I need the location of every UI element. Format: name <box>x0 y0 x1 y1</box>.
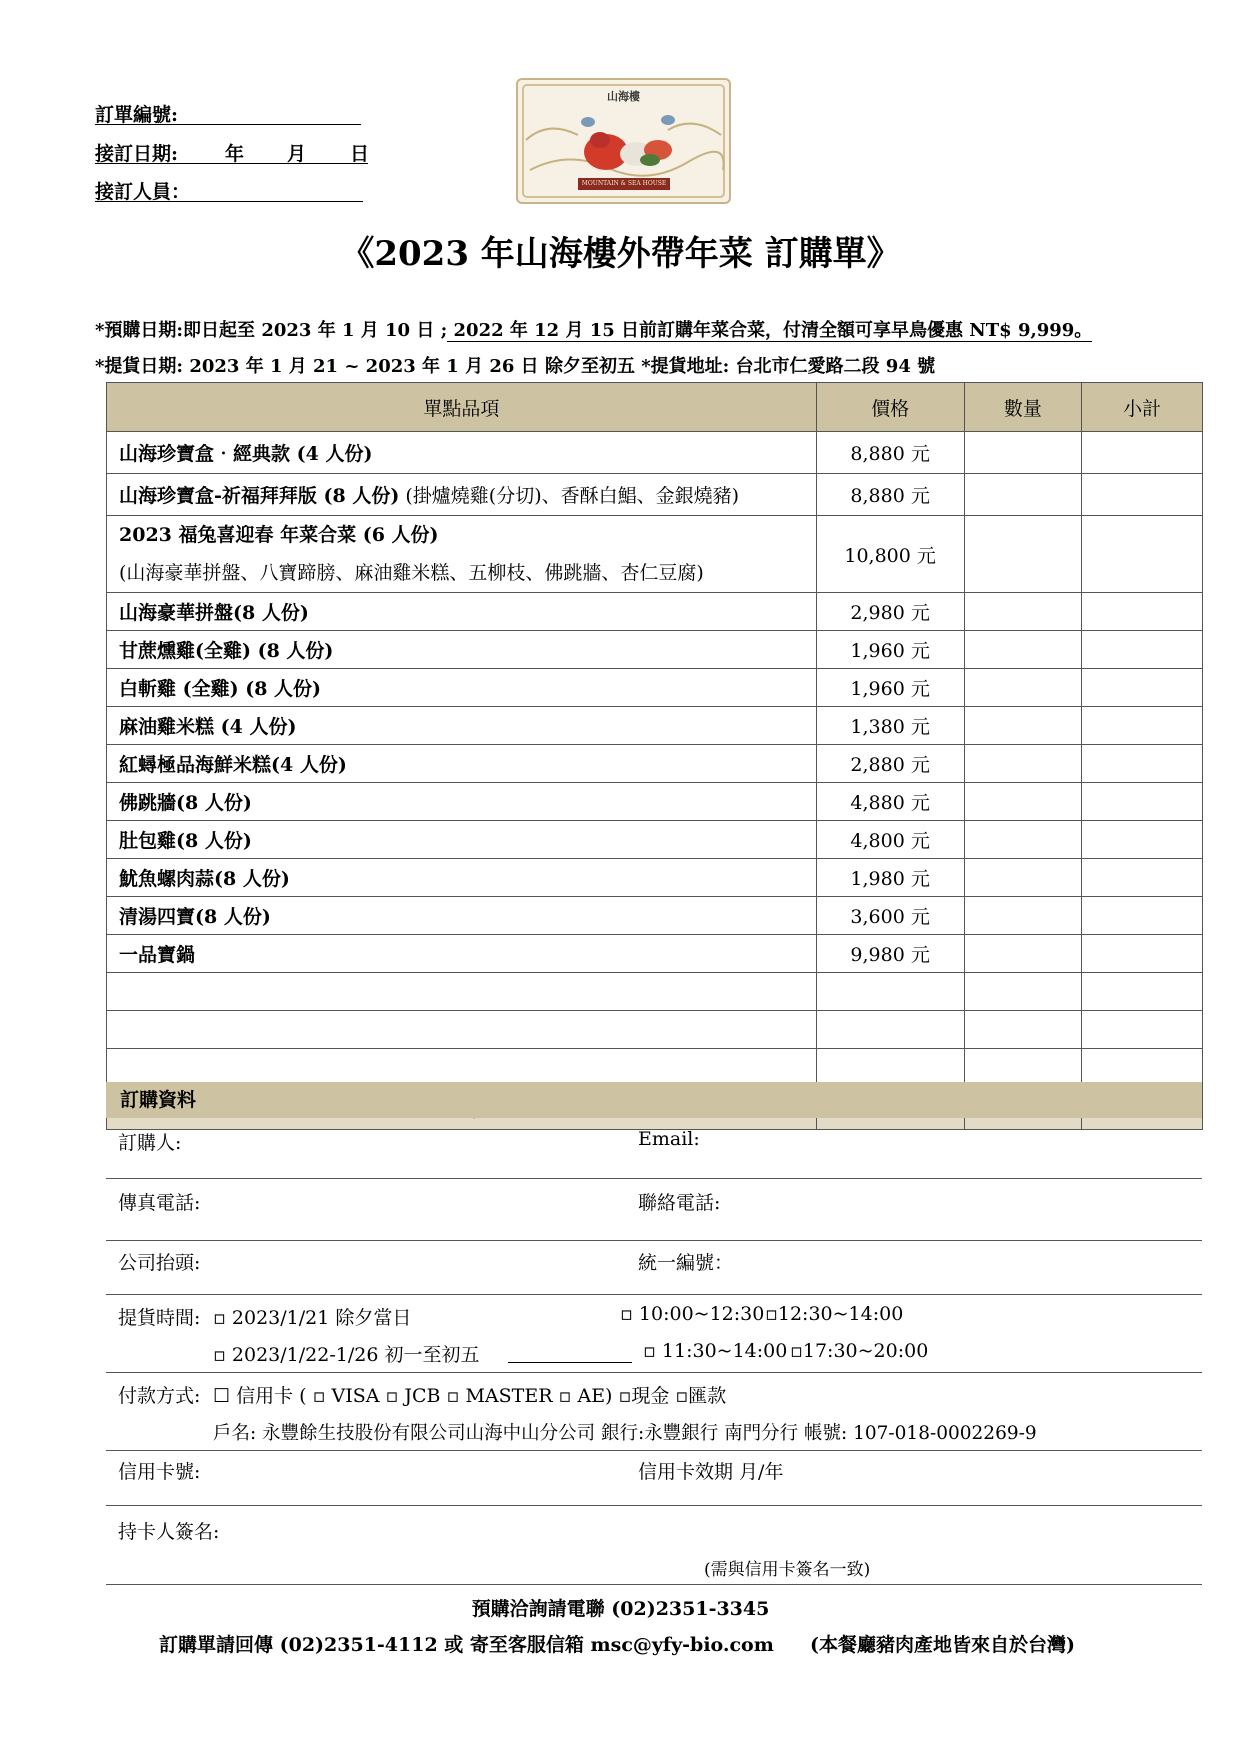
order-date-day: 日 <box>350 143 370 165</box>
qty-cell[interactable] <box>964 707 1082 745</box>
table-row <box>107 631 1203 669</box>
subtotal-cell[interactable] <box>1082 935 1203 973</box>
item-price <box>816 973 964 1011</box>
header-subtotal: 小計 <box>1082 383 1203 432</box>
subtotal-cell[interactable] <box>1082 1049 1203 1087</box>
item-name-main: 2023 福兔喜迎春 年菜合菜 (6 人份) <box>119 524 439 546</box>
divider <box>106 1372 1202 1373</box>
divider <box>106 1178 1202 1179</box>
order-number-line <box>95 124 361 125</box>
item-price: 1,960 元 <box>816 631 964 669</box>
pickup-slot-1130-1400[interactable]: ▫ 11:30~14:00 <box>643 1340 788 1362</box>
item-name: 清湯四寶(8 人份) <box>107 897 817 935</box>
table-row <box>107 859 1203 897</box>
preorder-note <box>95 316 1092 342</box>
pickup-slot-1730-2000[interactable]: ▫17:30~20:00 <box>790 1340 929 1362</box>
item-price <box>816 1049 964 1087</box>
email-label: Email: <box>638 1128 700 1150</box>
item-detail: (掛爐燒雞(分切)、香酥白鯧、金銀燒豬) <box>399 485 740 507</box>
qty-cell[interactable] <box>964 745 1082 783</box>
subtotal-cell[interactable] <box>1082 897 1203 935</box>
header-item: 單點品項 <box>107 383 817 432</box>
item-price: 1,980 元 <box>816 859 964 897</box>
item-name <box>107 474 817 516</box>
qty-cell[interactable] <box>964 783 1082 821</box>
item-price: 2,980 元 <box>816 593 964 631</box>
qty-cell[interactable] <box>964 631 1082 669</box>
pickup-slot-1000-1230[interactable]: ▫ 10:00~12:30 <box>620 1303 765 1325</box>
item-name: 魷魚螺肉蒜(8 人份) <box>107 859 817 897</box>
subtotal-cell[interactable] <box>1082 631 1203 669</box>
table-row <box>107 669 1203 707</box>
subtotal-cell[interactable] <box>1082 516 1203 593</box>
item-name <box>107 973 817 1011</box>
qty-cell[interactable] <box>964 669 1082 707</box>
table-row <box>107 897 1203 935</box>
staff-label: 接訂人員： <box>95 181 191 203</box>
item-name <box>107 1011 817 1049</box>
bank-info: 戶名: 永豐餘生技股份有限公司山海中山分公司 銀行:永豐銀行 南門分行 帳號: 107-018-0002269-9 <box>213 1423 1037 1444</box>
pickup-option-new-year-eve[interactable]: ▫ 2023/1/21 除夕當日 <box>213 1307 412 1329</box>
item-price: 4,880 元 <box>816 783 964 821</box>
table-row <box>107 474 1203 516</box>
order-info-header: 訂購資料 <box>106 1082 1202 1118</box>
table-row <box>107 745 1203 783</box>
buyer-label: 訂購人: <box>118 1132 182 1154</box>
item-name: 肚包雞(8 人份) <box>107 821 817 859</box>
divider <box>106 1584 1202 1585</box>
qty-cell[interactable] <box>964 474 1082 516</box>
pork-origin-note: (本餐廳豬肉產地皆來自於台灣) <box>810 1634 1075 1656</box>
pickup-option-day1-5[interactable]: ▫ 2023/1/22-1/26 初一至初五 <box>213 1344 480 1366</box>
table-row <box>107 783 1203 821</box>
pickup-note: *提貨日期: 2023 年 1 月 21 ~ 2023 年 1 月 26 日 除夕至初五 *提貨地址: 台北市仁愛路二段 94 號 <box>95 356 936 377</box>
item-name: 山海豪華拼盤(8 人份) <box>107 593 817 631</box>
item-name <box>107 516 817 593</box>
divider <box>106 1294 1202 1295</box>
signature-note: (需與信用卡簽名一致) <box>704 1560 871 1580</box>
qty-cell[interactable] <box>964 432 1082 474</box>
inquiry-phone: 預購洽詢請電聯 (02)2351-3345 <box>471 1598 770 1620</box>
subtotal-cell[interactable] <box>1082 707 1203 745</box>
order-number-label: 訂單編號: <box>95 104 179 126</box>
phone-label: 聯絡電話: <box>638 1192 721 1214</box>
qty-cell[interactable] <box>964 897 1082 935</box>
order-date-year: 年 <box>225 143 245 165</box>
item-name: 山海珍寶盒‧經典款 (4 人份) <box>107 432 817 474</box>
qty-cell[interactable] <box>964 516 1082 593</box>
subtotal-cell[interactable] <box>1082 745 1203 783</box>
table-row <box>107 821 1203 859</box>
early-bird-note: 2022 年 12 月 15 日前訂購年菜合菜，付清全額可享早鳥優惠 NT$ 9,999。 <box>447 320 1093 341</box>
qty-cell[interactable] <box>964 1011 1082 1049</box>
payment-label: 付款方式: <box>118 1385 201 1407</box>
item-name <box>107 1049 817 1087</box>
item-name: 一品寶鍋 <box>107 935 817 973</box>
item-price: 2,880 元 <box>816 745 964 783</box>
divider <box>106 1240 1202 1241</box>
table-row <box>107 1049 1203 1087</box>
card-expiry-label: 信用卡效期 月/年 <box>638 1461 784 1483</box>
table-row <box>107 1011 1203 1049</box>
table-row <box>107 516 1203 593</box>
logo-top-text: 山海樓 <box>607 90 640 103</box>
company-label: 公司抬頭: <box>118 1252 201 1274</box>
items-table <box>106 382 1203 1130</box>
order-date-label: 接訂日期: <box>95 143 179 165</box>
subtotal-cell[interactable] <box>1082 783 1203 821</box>
item-name-main: 山海珍寶盒-祈福拜拜版 (8 人份) <box>119 485 400 507</box>
page-title: 《2023 年山海樓外帶年菜 訂購單》 <box>340 234 901 274</box>
header-price: 價格 <box>816 383 964 432</box>
qty-cell[interactable] <box>964 859 1082 897</box>
item-name: 紅蟳極品海鮮米糕(4 人份) <box>107 745 817 783</box>
fax-label: 傳真電話: <box>118 1192 201 1214</box>
subtotal-cell[interactable] <box>1082 821 1203 859</box>
qty-cell[interactable] <box>964 821 1082 859</box>
item-name: 佛跳牆(8 人份) <box>107 783 817 821</box>
qty-cell[interactable] <box>964 935 1082 973</box>
table-row <box>107 707 1203 745</box>
subtotal-cell[interactable] <box>1082 593 1203 631</box>
item-price: 4,800 元 <box>816 821 964 859</box>
fax-email-line: 訂購單請回傳 (02)2351-4112 或 寄至客服信箱 msc@yfy-bio.com <box>159 1634 774 1656</box>
item-name: 白斬雞 (全雞) (8 人份) <box>107 669 817 707</box>
tax-id-label: 統一編號： <box>638 1252 734 1274</box>
table-row <box>107 593 1203 631</box>
header-qty: 數量 <box>964 383 1082 432</box>
item-price: 3,600 元 <box>816 897 964 935</box>
item-name: 甘蔗燻雞(全雞) (8 人份) <box>107 631 817 669</box>
signature-label: 持卡人簽名: <box>118 1521 220 1543</box>
item-name: 麻油雞米糕 (4 人份) <box>107 707 817 745</box>
item-price: 8,880 元 <box>816 474 964 516</box>
qty-cell[interactable] <box>964 593 1082 631</box>
item-price <box>816 1011 964 1049</box>
item-price: 1,380 元 <box>816 707 964 745</box>
pickup-date-blank[interactable] <box>508 1362 632 1363</box>
table-row <box>107 432 1203 474</box>
subtotal-cell[interactable] <box>1082 859 1203 897</box>
subtotal-cell[interactable] <box>1082 973 1203 1011</box>
subtotal-cell[interactable] <box>1082 1011 1203 1049</box>
table-row <box>107 973 1203 1011</box>
qty-cell[interactable] <box>964 973 1082 1011</box>
logo-bottom-text: MOUNTAIN & SEA HOUSE <box>581 180 667 187</box>
staff-line <box>95 201 363 202</box>
item-price: 8,880 元 <box>816 432 964 474</box>
qty-cell[interactable] <box>964 1049 1082 1087</box>
order-date-line <box>95 163 368 164</box>
card-number-label: 信用卡號: <box>118 1461 201 1483</box>
payment-options[interactable]: ☐ 信用卡 ( ▫ VISA ▫ JCB ▫ MASTER ▫ AE) ▫現金 ▫匯款 <box>213 1385 727 1407</box>
item-price: 1,960 元 <box>816 669 964 707</box>
item-price: 10,800 元 <box>816 516 964 593</box>
item-detail: (山海豪華拼盤、八寶蹄膀、麻油雞米糕、五柳枝、佛跳牆、杏仁豆腐) <box>119 562 704 584</box>
item-price: 9,980 元 <box>816 935 964 973</box>
preorder-note-dates: *預購日期:即日起至 2023 年 1 月 10 日 ; <box>95 320 448 341</box>
subtotal-cell[interactable] <box>1082 474 1203 516</box>
divider <box>106 1450 1202 1451</box>
table-row <box>107 935 1203 973</box>
pickup-time-label: 提貨時間: <box>118 1307 201 1329</box>
divider <box>106 1505 1202 1506</box>
subtotal-cell[interactable] <box>1082 669 1203 707</box>
subtotal-cell[interactable] <box>1082 432 1203 474</box>
restaurant-logo <box>516 78 731 204</box>
pickup-slot-1230-1400[interactable]: ▫12:30~14:00 <box>765 1303 904 1325</box>
order-date-month: 月 <box>287 143 307 165</box>
